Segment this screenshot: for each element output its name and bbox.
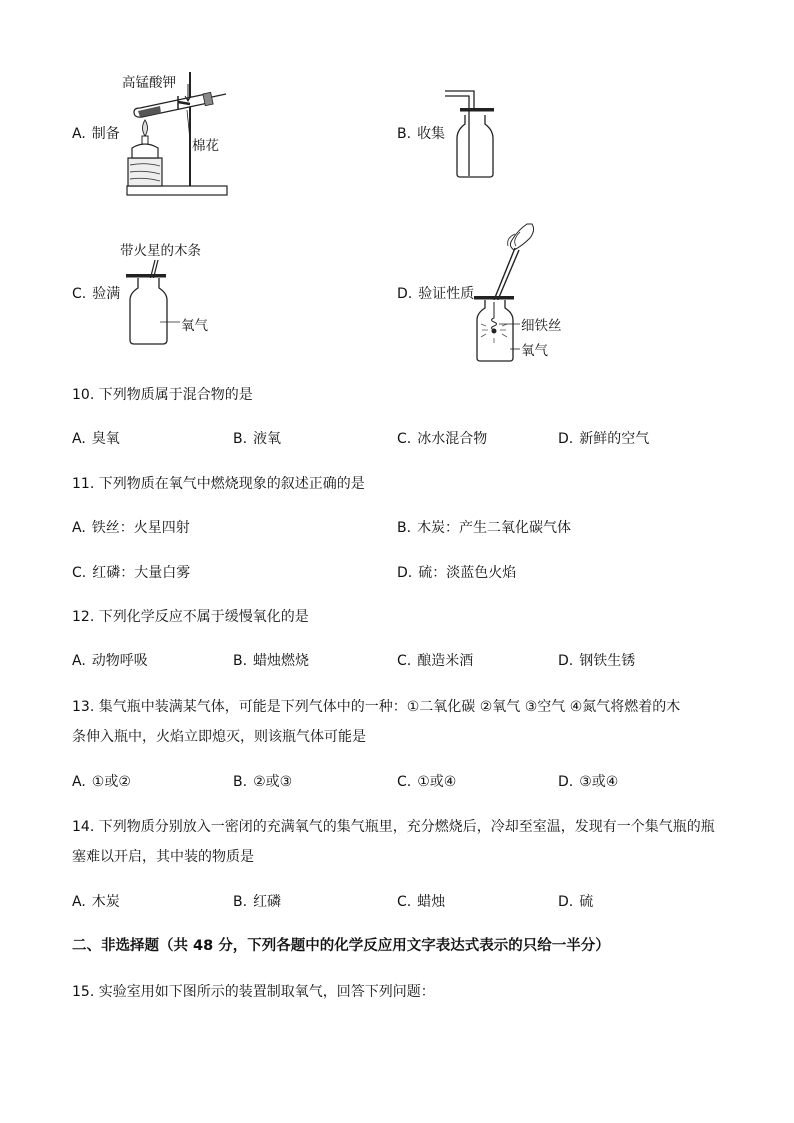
q10-option-a: A. 臭氧 (72, 431, 120, 447)
q13-option-a: A. ①或② (72, 774, 131, 790)
question-stem-12: 12. 下列化学反应不属于缓慢氧化的是 (72, 609, 309, 625)
label-kmno4: 高锰酸钾 (122, 75, 176, 91)
option-text: 收集 (417, 126, 446, 142)
q12-option-d: D. 钢铁生锈 (558, 653, 636, 669)
question-stem-13-line2: 条伸入瓶中，火焰立即熄灭，则该瓶气体可能是 (72, 729, 366, 745)
option-letter: D. (397, 286, 413, 302)
q12-option-a: A. 动物呼吸 (72, 653, 148, 669)
option-text: 验满 (92, 286, 121, 302)
q13-option-c: C. ①或④ (397, 774, 457, 790)
question-stem-13-line1: 13. 集气瓶中装满某气体，可能是下列气体中的一种：①二氧化碳 ②氧气 ③空气 ④氮气将燃着的木 (72, 699, 681, 715)
q11-option-a: A. 铁丝：火星四射 (72, 520, 190, 536)
question-stem-14-line1: 14. 下列物质分别放入一密闭的充满氧气的集气瓶里，充分燃烧后，冷却至室温，发现有一个集气瓶的瓶 (72, 819, 715, 835)
q14-option-c: C. 蜡烛 (397, 894, 446, 910)
q10-option-c: C. 冰水混合物 (397, 431, 488, 447)
label-cotton: 棉花 (192, 138, 219, 154)
q14-option-b: B. 红磷 (233, 894, 282, 910)
q10-option-d: D. 新鲜的空气 (558, 431, 650, 447)
q14-option-d: D. 硫 (558, 894, 594, 910)
label-iron-wire: 细铁丝 (521, 318, 562, 334)
q13-option-d: D. ③或④ (558, 774, 619, 790)
q12-option-c: C. 酿造米酒 (397, 653, 474, 669)
label-glowing-stick: 带火星的木条 (120, 243, 201, 259)
option-letter: C. (72, 286, 87, 302)
q14-option-a: A. 木炭 (72, 894, 120, 910)
option-text: 验证性质 (418, 286, 475, 302)
q11-option-c: C. 红磷：大量白雾 (72, 565, 191, 581)
q11-option-d: D. 硫：淡蓝色火焰 (397, 565, 517, 581)
label-oxygen-d: 氧气 (521, 343, 548, 359)
question-stem-14-line2: 塞难以开启，其中装的物质是 (72, 849, 254, 865)
q12-option-b: B. 蜡烛燃烧 (233, 653, 310, 669)
label-oxygen-c: 氧气 (181, 318, 208, 334)
question-stem-10: 10. 下列物质属于混合物的是 (72, 387, 253, 403)
option-letter: A. (72, 126, 86, 142)
question-stem-11: 11. 下列物质在氧气中燃烧现象的叙述正确的是 (72, 476, 365, 492)
q11-option-b: B. 木炭：产生二氧化碳气体 (397, 520, 572, 536)
q13-option-b: B. ②或③ (233, 774, 293, 790)
q10-option-b: B. 液氧 (233, 431, 282, 447)
question-stem-15: 15. 实验室用如下图所示的装置制取氧气，回答下列问题： (72, 984, 435, 1000)
option-letter: B. (397, 126, 412, 142)
option-text: 制备 (91, 126, 120, 142)
section-title: 二、非选择题（共 48 分，下列各题中的化学反应用文字表达式表示的只给一半分） (72, 938, 610, 954)
